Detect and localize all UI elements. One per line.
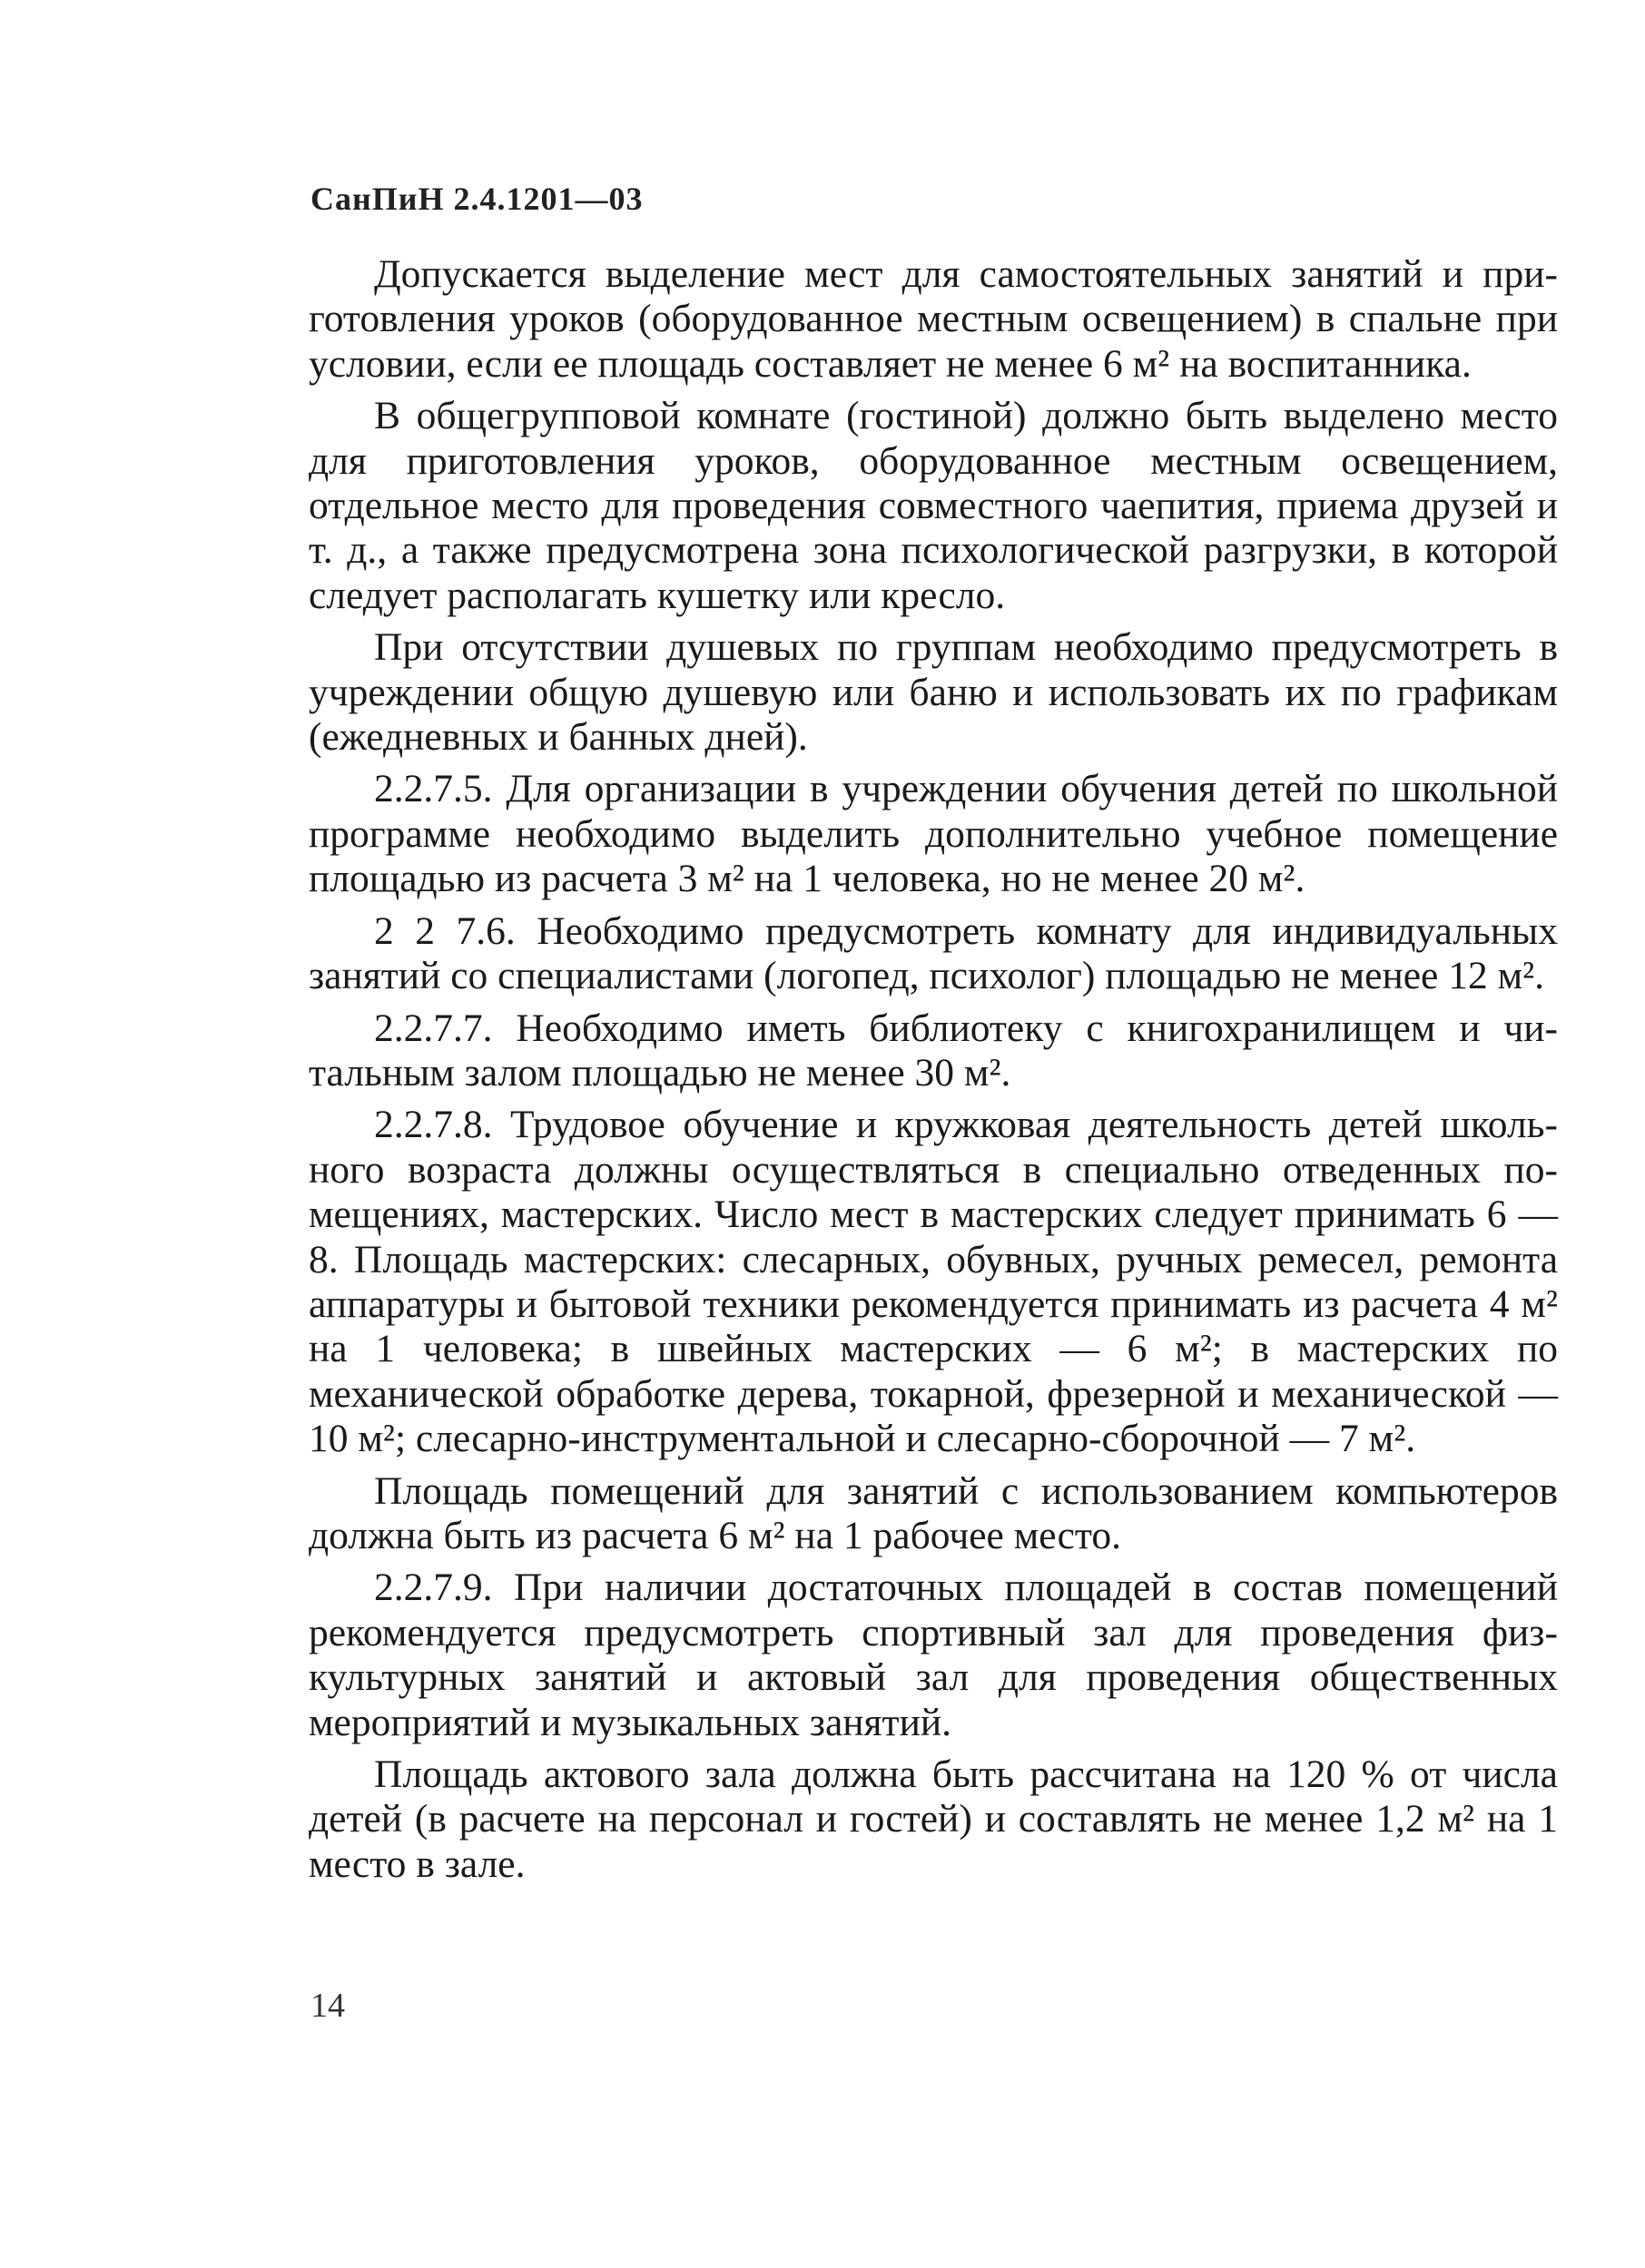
paragraph: Площадь помещений для занятий с использованием компьютеров должна быть из расчета 6 м² на 1 рабочее место. <box>309 1468 1558 1557</box>
document-body <box>309 252 1558 1887</box>
paragraph: Допускается выделение мест для самостоятельных занятий и приготовления уроков (оборудованное местным освещением) в спальне при условии, если ее площадь составляет не менее 6 м² на воспитанника. <box>309 252 1558 386</box>
paragraph: 2.2.7.8. Трудовое обучение и кружковая деятельность детей школьного возраста должны осуществляться в специально отведенных помещениях, мастерских. Число мест в мастерских следует принимать 6 — 8. Площадь мастерских: слесарных, обувных, ручных ремесел, ремонта аппаратуры и бытовой техники рекомендуется принимать из расчета 4 м² на 1 человека; в швейных мастерских — 6 м²; в мастерских по механической обработке дерева, токарной, фрезерной и механической — 10 м²; слесарно-инструментальной и слесарно-сборочной — 7 м². <box>309 1103 1558 1461</box>
paragraph: 2.2.7.5. Для организации в учреждении обучения детей по школьной программе необходимо выделить дополнительно учебное помещение площадью из расчета 3 м² на 1 человека, но не менее 20 м². <box>309 767 1558 901</box>
paragraph: В общегрупповой комнате (гостиной) должно быть выделено место для приготовления уроков, оборудованное местным освещением, отдельное место для проведения совместного чаепития, приема друзей и т. д., а также предусмотрена зона психологической разгрузки, в которой следует располагать кушетку или кресло. <box>309 394 1558 617</box>
paragraph: 2 2 7.6. Необходимо предусмотреть комнату для индивидуальных занятий со специалистами (логопед, психолог) площадью не менее 12 м². <box>309 908 1558 998</box>
paragraph: 2.2.7.9. При наличии достаточных площадей в состав помещений рекомендуется предусмотреть спортивный зал для проведения физкультурных занятий и актовый зал для проведения общественных мероприятий и музыкальных занятий. <box>309 1566 1558 1744</box>
paragraph: 2.2.7.7. Необходимо иметь библиотеку с книгохранилищем и читальным залом площадью не менее 30 м². <box>309 1006 1558 1095</box>
document-header: СанПиН 2.4.1201—03 <box>310 181 644 217</box>
paragraph: Площадь актового зала должна быть рассчитана на 120 % от числа детей (в расчете на персонал и гостей) и составлять не менее 1,2 м² на 1 место в зале. <box>309 1753 1558 1886</box>
paragraph: При отсутствии душевых по группам необходимо предусмотреть в учреждении общую душевую или баню и использовать их по графикам (ежедневных и банных дней). <box>309 625 1558 760</box>
page-number: 14 <box>310 1987 345 2025</box>
